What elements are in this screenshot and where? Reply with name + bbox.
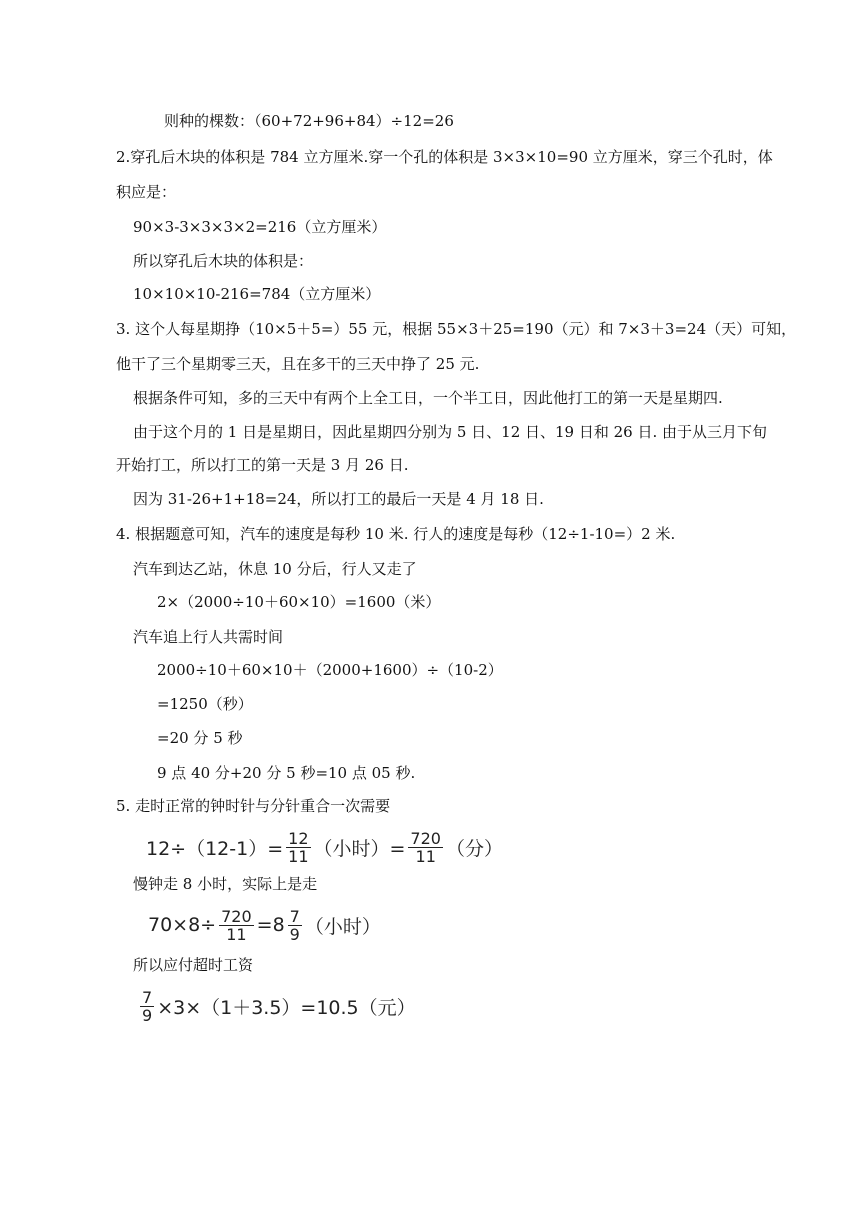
- text-line: 汽车追上行人共需时间: [133, 628, 284, 646]
- text-line: 10×10×10-216=784（立方厘米）: [133, 285, 381, 303]
- denominator: 9: [289, 924, 300, 944]
- formula-text: ×3×（1＋3.5）=10.5（元）: [157, 996, 416, 1019]
- text-line: 5. 走时正常的钟时针与分针重合一次需要: [116, 797, 391, 815]
- text-line: 因为 31-26+1+18=24，所以打工的最后一天是 4 月 18 日.: [133, 490, 544, 508]
- formula-text: 70×8÷: [148, 914, 217, 936]
- fraction: [408, 830, 443, 865]
- fraction: [140, 989, 154, 1024]
- text-line: 所以应付超时工资: [133, 956, 254, 974]
- denominator: 11: [288, 846, 309, 866]
- numerator: 7: [289, 906, 300, 926]
- formula-overtime-pay: [137, 985, 416, 1027]
- text-line: 汽车到达乙站，休息 10 分后，行人又走了: [133, 560, 417, 578]
- text-line: 2.穿孔后木块的体积是 784 立方厘米.穿一个孔的体积是 3×3×10=90 立方厘米，穿三个孔时，体: [116, 148, 773, 166]
- numerator: 720: [221, 906, 252, 926]
- numerator: 12: [288, 828, 309, 848]
- formula-clock-overlap: [146, 826, 503, 868]
- denominator: 11: [226, 924, 247, 944]
- formula-text: （分）: [445, 837, 503, 860]
- formula-text: =8: [256, 914, 285, 936]
- numerator: 7: [142, 987, 153, 1007]
- text-line: 慢钟走 8 小时，实际上是走: [133, 875, 318, 893]
- formula-text: 12÷（12-1）=: [146, 837, 284, 860]
- fraction: [286, 830, 310, 865]
- fraction: [219, 908, 254, 943]
- text-line: 根据条件可知，多的三天中有两个上全工日，一个半工日，因此他打工的第一天是星期四.: [133, 389, 723, 407]
- text-line: =20 分 5 秒: [157, 729, 243, 747]
- text-line: 则种的棵数：（60+72+96+84）÷12=26: [164, 112, 454, 130]
- denominator: 9: [142, 1005, 153, 1025]
- text-line: 积应是：: [116, 183, 177, 201]
- denominator: 11: [415, 846, 436, 866]
- text-line: 90×3-3×3×3×2=216（立方厘米）: [133, 218, 387, 236]
- text-line: 4. 根据题意可知，汽车的速度是每秒 10 米. 行人的速度是每秒（12÷1-10=）2 米.: [116, 525, 676, 543]
- fraction: [288, 908, 302, 943]
- text-line: 2000÷10＋60×10＋（2000+1600）÷（10-2）: [157, 661, 503, 679]
- formula-text: （小时）=: [313, 837, 406, 860]
- text-line: 所以穿孔后木块的体积是：: [133, 252, 314, 270]
- text-line: 开始打工，所以打工的第一天是 3 月 26 日.: [116, 456, 409, 474]
- text-line: 由于这个月的 1 日是星期日，因此星期四分别为 5 日、12 日、19 日和 26 日. 由于从三月下旬: [133, 423, 768, 441]
- numerator: 720: [410, 828, 441, 848]
- text-line: 3. 这个人每星期挣（10×5＋5=）55 元，根据 55×3＋25=190（元）和 7×3＋3=24（天）可知，: [116, 320, 797, 338]
- text-line: 他干了三个星期零三天，且在多干的三天中挣了 25 元.: [116, 355, 480, 373]
- text-line: 2×（2000÷10＋60×10）=1600（米）: [157, 593, 441, 611]
- text-line: 9 点 40 分+20 分 5 秒=10 点 05 秒.: [157, 764, 416, 782]
- text-line: =1250（秒）: [157, 695, 253, 713]
- formula-text: （小时）: [304, 915, 381, 938]
- formula-actual-hours: [148, 904, 381, 946]
